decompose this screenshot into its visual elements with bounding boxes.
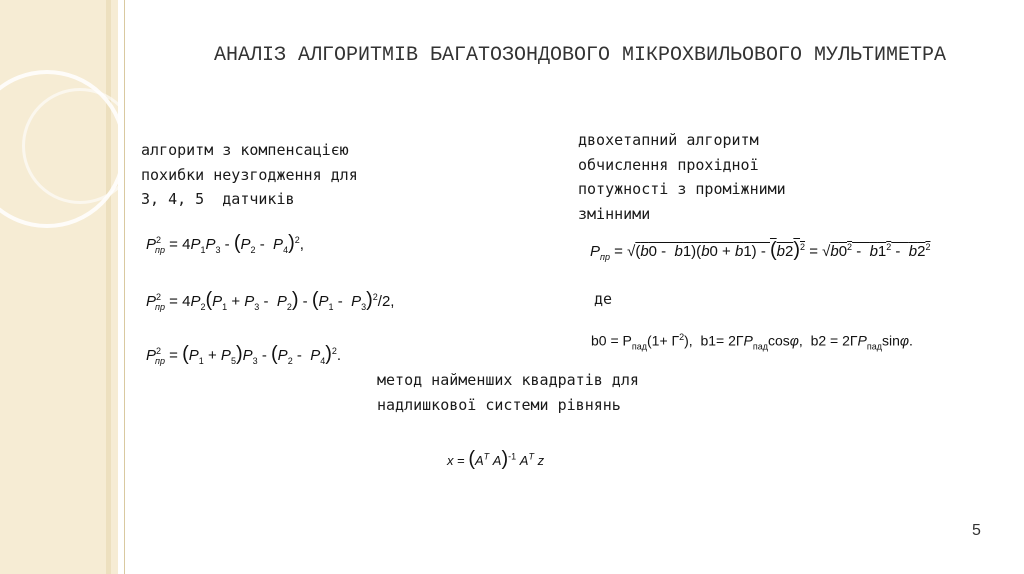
page-number: 5	[972, 522, 981, 539]
formula-4-sensors: $P^2_{пр} = 4P_2(P_1 + P_3 - P_2) - (P_1 - P_3)^2/2$,	[146, 289, 395, 312]
formula-3-sensors: $P^2_{пр} = 4P_1P_3 - (P_2 - P_4)^2$,	[146, 232, 304, 255]
where-label: де	[594, 290, 613, 308]
decorative-band-stripe	[106, 0, 111, 574]
slide-border-line	[124, 0, 125, 574]
decorative-ring-small	[22, 88, 138, 204]
compensation-algorithm-text: алгоритм з компенсацією похибки неузгодження для 3, 4, 5 датчиків	[141, 141, 358, 208]
formula-least-squares: $x = (A^T$ A)$^{-1}$ $A^T$ z	[447, 448, 545, 470]
formula-intermediate-variables: $b0 = P_{пад}(1+ Г^2)$, $b1= 2ГP_{пад}\cos\varphi$, $b2 = 2ГP_{пад}\sin\varphi$.	[591, 332, 913, 352]
slide-title: АНАЛІЗ АЛГОРИТМІВ БАГАТОЗОНДОВОГО МІКРОХВИЛЬОВОГО МУЛЬТИМЕТРА	[213, 44, 947, 67]
two-stage-algorithm-text: двохетапний алгоритм обчислення прохідної потужності з проміжними змінними	[578, 131, 786, 223]
formula-through-power: $P_{пр} = √(b0 - b1)(b0 + b1) - (b2)^2 = √b0^2 - b1^2 - b2^2$	[590, 239, 931, 262]
least-squares-text: метод найменших квадратів для надлишкової системи рівнянь	[377, 371, 639, 414]
formula-5-sensors: $P^2_{пр} = (P_1 + P_5)P_3 - (P_2 - P_4)^2$.	[146, 343, 342, 366]
